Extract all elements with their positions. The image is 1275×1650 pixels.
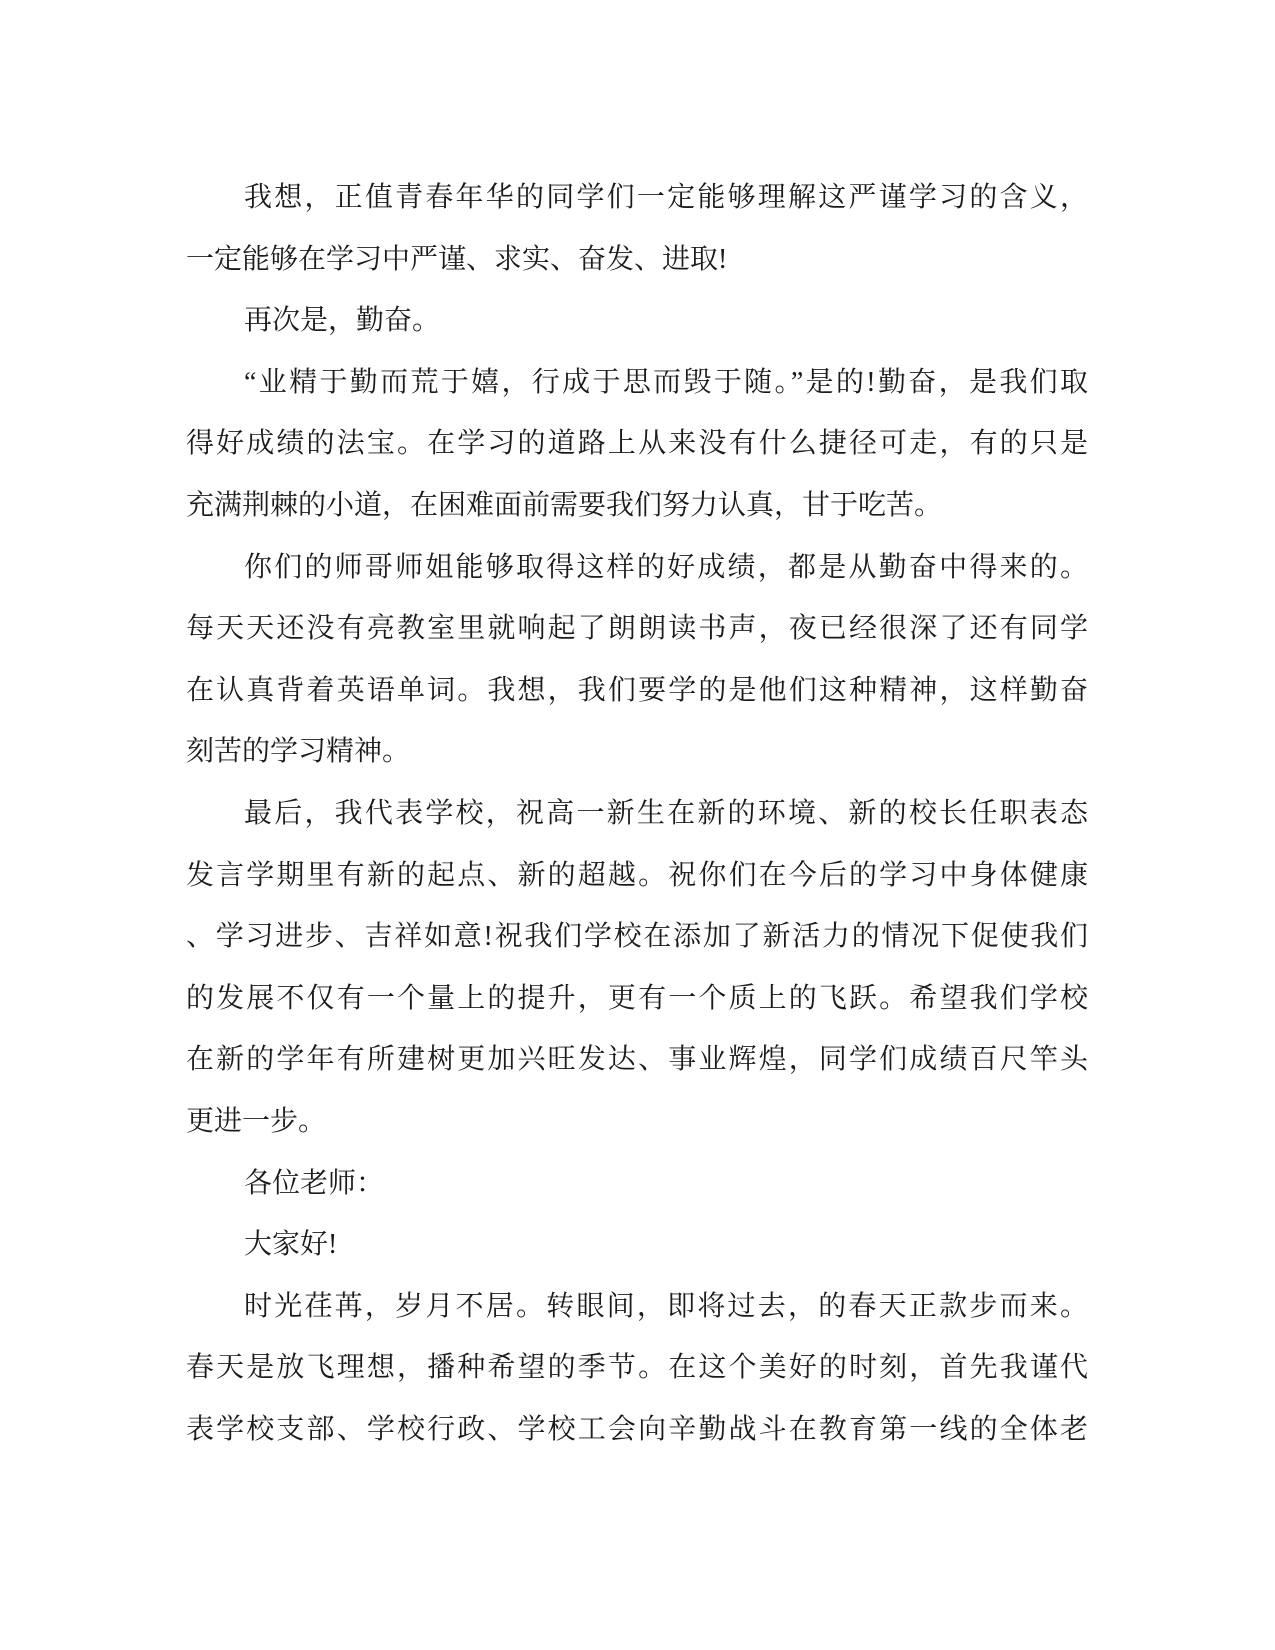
paragraph	[186, 783, 1088, 1153]
text-line: 春天是放飞理想，播种希望的季节。在这个美好的时刻，首先我谨代	[186, 1352, 1088, 1384]
text-line: 我想，正值青春年华的同学们一定能够理解这严谨学习的含义，	[244, 182, 1088, 213]
text-line: 在认真背着英语单词。我想，我们要学的是他们这种精神，这样勤奋	[186, 674, 1088, 706]
paragraph	[186, 1214, 1088, 1276]
text-line: 最后，我代表学校，祝高一新生在新的环境、新的校长任职表态	[244, 797, 1088, 829]
paragraph	[186, 167, 1088, 290]
text-line: 表学校支部、学校行政、学校工会向辛勤战斗在教育第一线的全体老	[186, 1413, 1088, 1445]
text-line: 、学习进步、吉祥如意!祝我们学校在添加了新活力的情况下促使我们	[186, 921, 1088, 953]
text-line: 再次是，勤奋。	[244, 305, 441, 337]
paragraph	[186, 1153, 1088, 1215]
text-line: 各位老师：	[244, 1167, 385, 1199]
text-line: “业精于勤而荒于嬉，行成于思而毁于随。”是的!勤奋，是我们取	[244, 366, 1088, 398]
text-line: 充满荆棘的小道，在困难面前需要我们努力认真，甘于吃苦。	[186, 489, 943, 521]
text-line: 刻苦的学习精神。	[186, 736, 411, 768]
text-line: 大家好!	[244, 1229, 338, 1261]
paragraph	[186, 537, 1088, 783]
text-line: 你们的师哥师姐能够取得这样的好成绩，都是从勤奋中得来的。	[244, 551, 1088, 583]
text-line: 时光荏苒，岁月不居。转眼间，即将过去，的春天正款步而来。	[244, 1290, 1088, 1322]
paragraph	[186, 290, 1088, 352]
text-line: 得好成绩的法宝。在学习的道路上从来没有什么捷径可走，有的只是	[186, 428, 1088, 460]
text-line: 在新的学年有所建树更加兴旺发达、事业辉煌，同学们成绩百尺竿头	[186, 1044, 1088, 1076]
text-line: 每天天还没有亮教室里就响起了朗朗读书声，夜已经很深了还有同学	[186, 613, 1088, 645]
text-line: 的发展不仅有一个量上的提升，更有一个质上的飞跃。希望我们学校	[186, 982, 1088, 1014]
document-content	[186, 167, 1088, 1460]
text-line: 发言学期里有新的起点、新的超越。祝你们在今后的学习中身体健康	[186, 859, 1088, 891]
paragraph	[186, 1276, 1088, 1461]
paragraph	[186, 352, 1088, 537]
text-line: 一定能够在学习中严谨、求实、奋发、进取!	[186, 243, 728, 275]
text-line: 更进一步。	[186, 1105, 327, 1137]
